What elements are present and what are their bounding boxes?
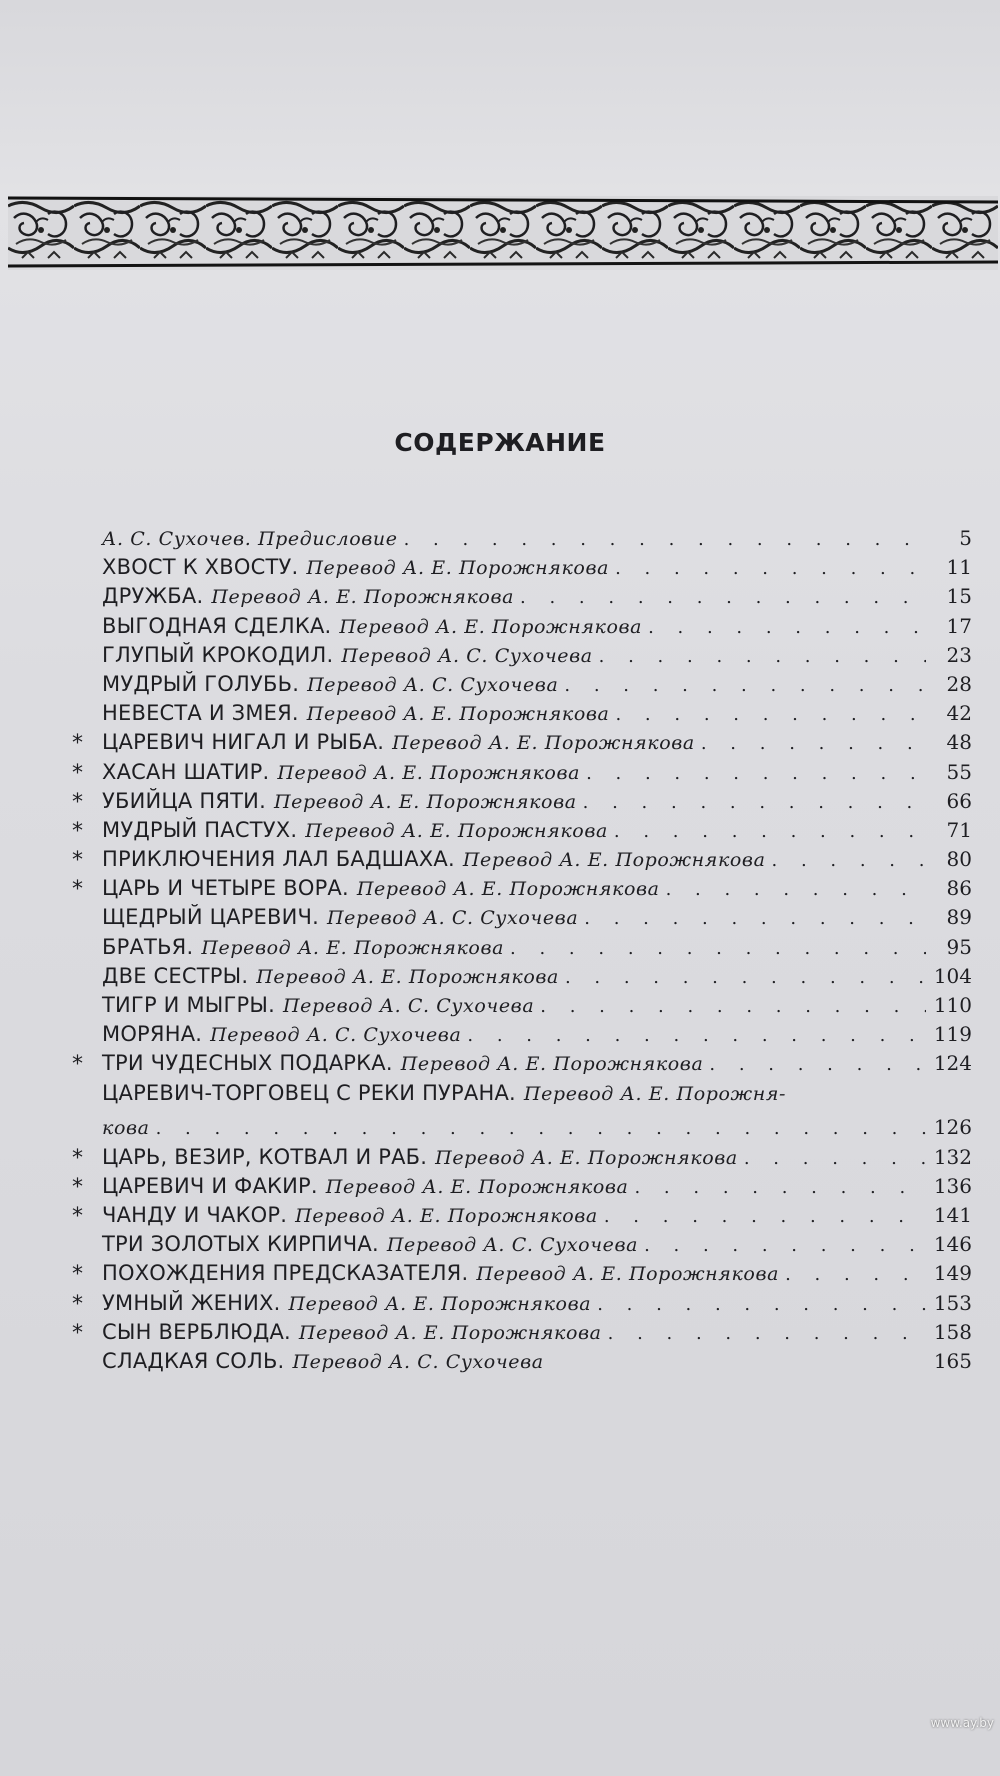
leader-dots: [615, 558, 926, 579]
entry-title: ЩЕДРЫЙ ЦАРЕВИЧ.: [102, 905, 320, 930]
entry-translator: Перевод А. Е. Порожнякова: [201, 936, 505, 959]
entry-page-number: 28: [946, 671, 972, 696]
entry-title: ТРИ ЧУДЕСНЫХ ПОДАРКА.: [102, 1051, 393, 1076]
entry-marker: *: [72, 818, 83, 844]
entry-translator: Перевод А. Е. Порожнякова: [356, 878, 660, 901]
entry-page-number: 48: [946, 730, 972, 755]
toc-entry: [72, 614, 972, 643]
toc-entry: [72, 1022, 972, 1051]
entry-translator: Перевод А. Е. Порожнякова: [273, 790, 577, 813]
entry-translator: Перевод А. Е. Порожнякова: [306, 557, 610, 580]
entry-page-number: 146: [933, 1232, 972, 1257]
entry-marker: *: [72, 1203, 83, 1229]
toc-entry: [72, 1174, 972, 1203]
leader-dots: [404, 529, 926, 550]
entry-title: ЦАРЕВИЧ-ТОРГОВЕЦ С РЕКИ ПУРАНА.: [102, 1080, 516, 1105]
entry-page-number: 110: [933, 993, 972, 1017]
entry-translator: Перевод А. Е. Порожнякова: [435, 1146, 738, 1169]
entry-marker: *: [72, 1320, 83, 1346]
leader-dots: [520, 587, 926, 608]
entry-translator: Перевод А. Е. Порожнякова: [306, 703, 610, 726]
entry-title: УМНЫЙ ЖЕНИХ.: [102, 1290, 281, 1315]
entry-page-number: 141: [933, 1202, 972, 1227]
entry-marker: *: [72, 789, 83, 815]
entry-page-number: 119: [933, 1022, 972, 1047]
toc-entry: [72, 847, 972, 876]
leader-dots: [785, 1264, 926, 1285]
leader-dots: [467, 1025, 926, 1046]
entry-page-number: 124: [933, 1051, 972, 1076]
entry-page-number: 158: [933, 1319, 972, 1344]
entry-title: ГЛУПЫЙ КРОКОДИЛ.: [102, 642, 334, 667]
entry-page-number: 15: [946, 584, 972, 609]
entry-page-number: 42: [946, 701, 972, 726]
leader-dots: [597, 1294, 926, 1315]
entry-page-number: 80: [946, 847, 972, 872]
table-of-contents: [72, 526, 972, 1378]
leader-dots: [744, 1148, 926, 1169]
leader-dots: [615, 704, 926, 725]
entry-page-number: 136: [933, 1173, 972, 1198]
entry-marker: *: [72, 1145, 83, 1171]
entry-translator: Перевод А. Е. Порожнякова: [400, 1053, 704, 1076]
entry-title: БРАТЬЯ.: [102, 934, 194, 959]
ornamental-border: [8, 196, 998, 270]
entry-translator: Перевод А. Е. Порожнякова: [462, 849, 766, 872]
toc-entry: [72, 672, 972, 701]
leader-dots: [608, 1323, 926, 1344]
entry-page-number: 153: [933, 1290, 972, 1315]
toc-entry: [72, 584, 972, 613]
toc-entry: [72, 964, 972, 993]
leader-dots: [564, 675, 926, 696]
leader-dots: [584, 908, 926, 929]
entry-page-number: 66: [946, 788, 972, 813]
toc-entry: [72, 555, 972, 584]
entry-marker: *: [72, 731, 83, 757]
entry-page-number: 132: [933, 1144, 972, 1169]
entry-page-number: 149: [933, 1261, 972, 1286]
toc-entry: [72, 876, 972, 905]
toc-entry: [72, 643, 972, 672]
entry-translator: Перевод А. Е. Порожнякова: [325, 1175, 629, 1198]
entry-title: МУДРЫЙ ПАСТУХ.: [102, 817, 298, 842]
entry-title: ТРИ ЗОЛОТЫХ КИРПИЧА.: [102, 1232, 379, 1257]
entry-page-number: 89: [946, 905, 972, 930]
toc-entry: [72, 818, 972, 847]
toc-entry-long: [72, 1081, 972, 1145]
watermark: www.ay.by: [930, 1716, 994, 1730]
entry-page-number: 86: [946, 876, 972, 901]
entry-marker: *: [72, 1052, 83, 1078]
entry-title: ПРИКЛЮЧЕНИЯ ЛАЛ БАДШАХА.: [102, 847, 455, 872]
entry-page-number: 165: [933, 1348, 972, 1373]
entry-marker: *: [72, 1174, 83, 1200]
leader-dots: [604, 1206, 926, 1227]
entry-translator: Перевод А. С. Сухочева: [307, 673, 559, 696]
leader-dots: [599, 646, 926, 667]
entry-page-number: 71: [946, 817, 972, 842]
entry-translator: Перевод А. Е. Порожнякова: [256, 965, 559, 988]
toc-entry: [72, 1051, 972, 1080]
leader-dots: [666, 879, 926, 900]
entry-translator: Перевод А. Е. Порожнякова: [295, 1204, 598, 1227]
entry-title: ТИГР И МЫГРЫ.: [102, 993, 275, 1017]
leader-dots: [701, 733, 926, 754]
entry-page-number: 55: [946, 759, 972, 784]
leader-dots: [648, 617, 926, 638]
entry-marker: *: [72, 1291, 83, 1317]
entry-translator: Перевод А. Е. Порожнякова: [298, 1321, 602, 1344]
entry-title: МОРЯНА.: [102, 1022, 203, 1047]
leader-dots: [156, 1118, 926, 1139]
leader-dots: [614, 821, 926, 842]
toc-entry: [72, 701, 972, 730]
entry-translator: Перевод А. Е. Порожнякова: [476, 1263, 780, 1286]
entry-page-number: 5: [959, 526, 972, 550]
leader-dots: [510, 938, 926, 959]
entry-title: НЕВЕСТА И ЗМЕЯ.: [102, 701, 299, 726]
entry-page-number: 104: [933, 963, 972, 988]
toc-entry: [72, 1145, 972, 1174]
leader-dots: [586, 763, 926, 784]
entry-title: А. С. Сухочев. Предисловие: [102, 528, 398, 550]
entry-title: СЛАДКАЯ СОЛЬ.: [102, 1348, 285, 1373]
entry-marker: *: [72, 848, 83, 874]
toc-entry: [72, 1291, 972, 1320]
entry-title: СЫН ВЕРБЛЮДА.: [102, 1319, 291, 1344]
entry-translator: Перевод А. Е. Порожнякова: [277, 761, 581, 784]
entry-title: УБИЙЦА ПЯТИ.: [102, 788, 266, 813]
entry-marker: *: [72, 1262, 83, 1288]
entry-page-number: 17: [946, 613, 972, 638]
entry-translator: Перевод А. Е. Порожнякова: [339, 615, 643, 638]
entry-page-number: 95: [946, 934, 972, 959]
previous-page-edge: [0, 0, 1000, 196]
entry-translator: Перевод А. Е. Порожня-: [523, 1082, 787, 1105]
toc-entry: [72, 1232, 972, 1261]
entry-title: ПОХОЖДЕНИЯ ПРЕДСКАЗАТЕЛЯ.: [102, 1261, 469, 1286]
entry-translator: Перевод А. С. Сухочева: [210, 1024, 462, 1047]
entry-marker: *: [72, 877, 83, 903]
entry-page-number: 11: [946, 555, 972, 580]
leader-dots: [634, 1177, 926, 1198]
toc-entry: [72, 1320, 972, 1349]
entry-title: ЦАРЕВИЧ НИГАЛ И РЫБА.: [102, 730, 385, 755]
entry-translator: Перевод А. С. Сухочева: [292, 1350, 544, 1373]
leader-dots: [565, 967, 926, 988]
leader-dots: [709, 1054, 926, 1075]
leader-dots: [540, 996, 926, 1017]
toc-entry: [72, 526, 972, 555]
entry-title: ХАСАН ШАТИР.: [102, 759, 270, 784]
entry-translator: Перевод А. С. Сухочева: [283, 995, 535, 1017]
entry-title: ВЫГОДНАЯ СДЕЛКА.: [102, 613, 332, 638]
entry-translator: Перевод А. Е. Порожнякова: [392, 732, 695, 755]
toc-entry: [72, 1261, 972, 1290]
toc-entry: [72, 905, 972, 934]
page-title: СОДЕРЖАНИЕ: [394, 428, 606, 457]
entry-title: ДВЕ СЕСТРЫ.: [102, 963, 249, 988]
entry-title: МУДРЫЙ ГОЛУБЬ.: [102, 671, 300, 696]
toc-entry: [72, 760, 972, 789]
entry-title: ЦАРЬ И ЧЕТЫРЕ ВОРА.: [102, 876, 349, 901]
entry-translator: Перевод А. С. Сухочева: [327, 907, 579, 930]
entry-translator: Перевод А. С. Сухочева: [341, 644, 593, 667]
entry-page-number: 126: [933, 1114, 972, 1139]
leader-dots: [583, 792, 926, 813]
toc-entry: [72, 730, 972, 759]
entry-marker: *: [72, 760, 83, 786]
leader-dots: [772, 850, 926, 871]
entry-title: ХВОСТ К ХВОСТУ.: [102, 555, 299, 580]
entry-translator: Перевод А. Е. Порожнякова: [305, 819, 608, 842]
entry-translator: Перевод А. С. Сухочева: [386, 1234, 639, 1257]
toc-entry: [72, 1349, 972, 1378]
toc-entry: [72, 935, 972, 964]
entry-translator: Перевод А. Е. Порожнякова: [211, 586, 515, 609]
entry-title: ДРУЖБА.: [102, 584, 204, 609]
toc-entry: [72, 1203, 972, 1232]
entry-title: ЦАРЕВИЧ И ФАКИР.: [102, 1173, 318, 1198]
entry-translator-continued: кова: [102, 1116, 150, 1139]
entry-translator: Перевод А. Е. Порожнякова: [288, 1292, 592, 1315]
entry-title: ЧАНДУ И ЧАКОР.: [102, 1202, 288, 1227]
toc-entry: [72, 789, 972, 818]
entry-title: ЦАРЬ, ВЕЗИР, КОТВАЛ И РАБ.: [102, 1144, 428, 1169]
entry-page-number: 23: [946, 642, 972, 667]
leader-dots: [644, 1235, 926, 1256]
toc-entry: [72, 993, 972, 1022]
